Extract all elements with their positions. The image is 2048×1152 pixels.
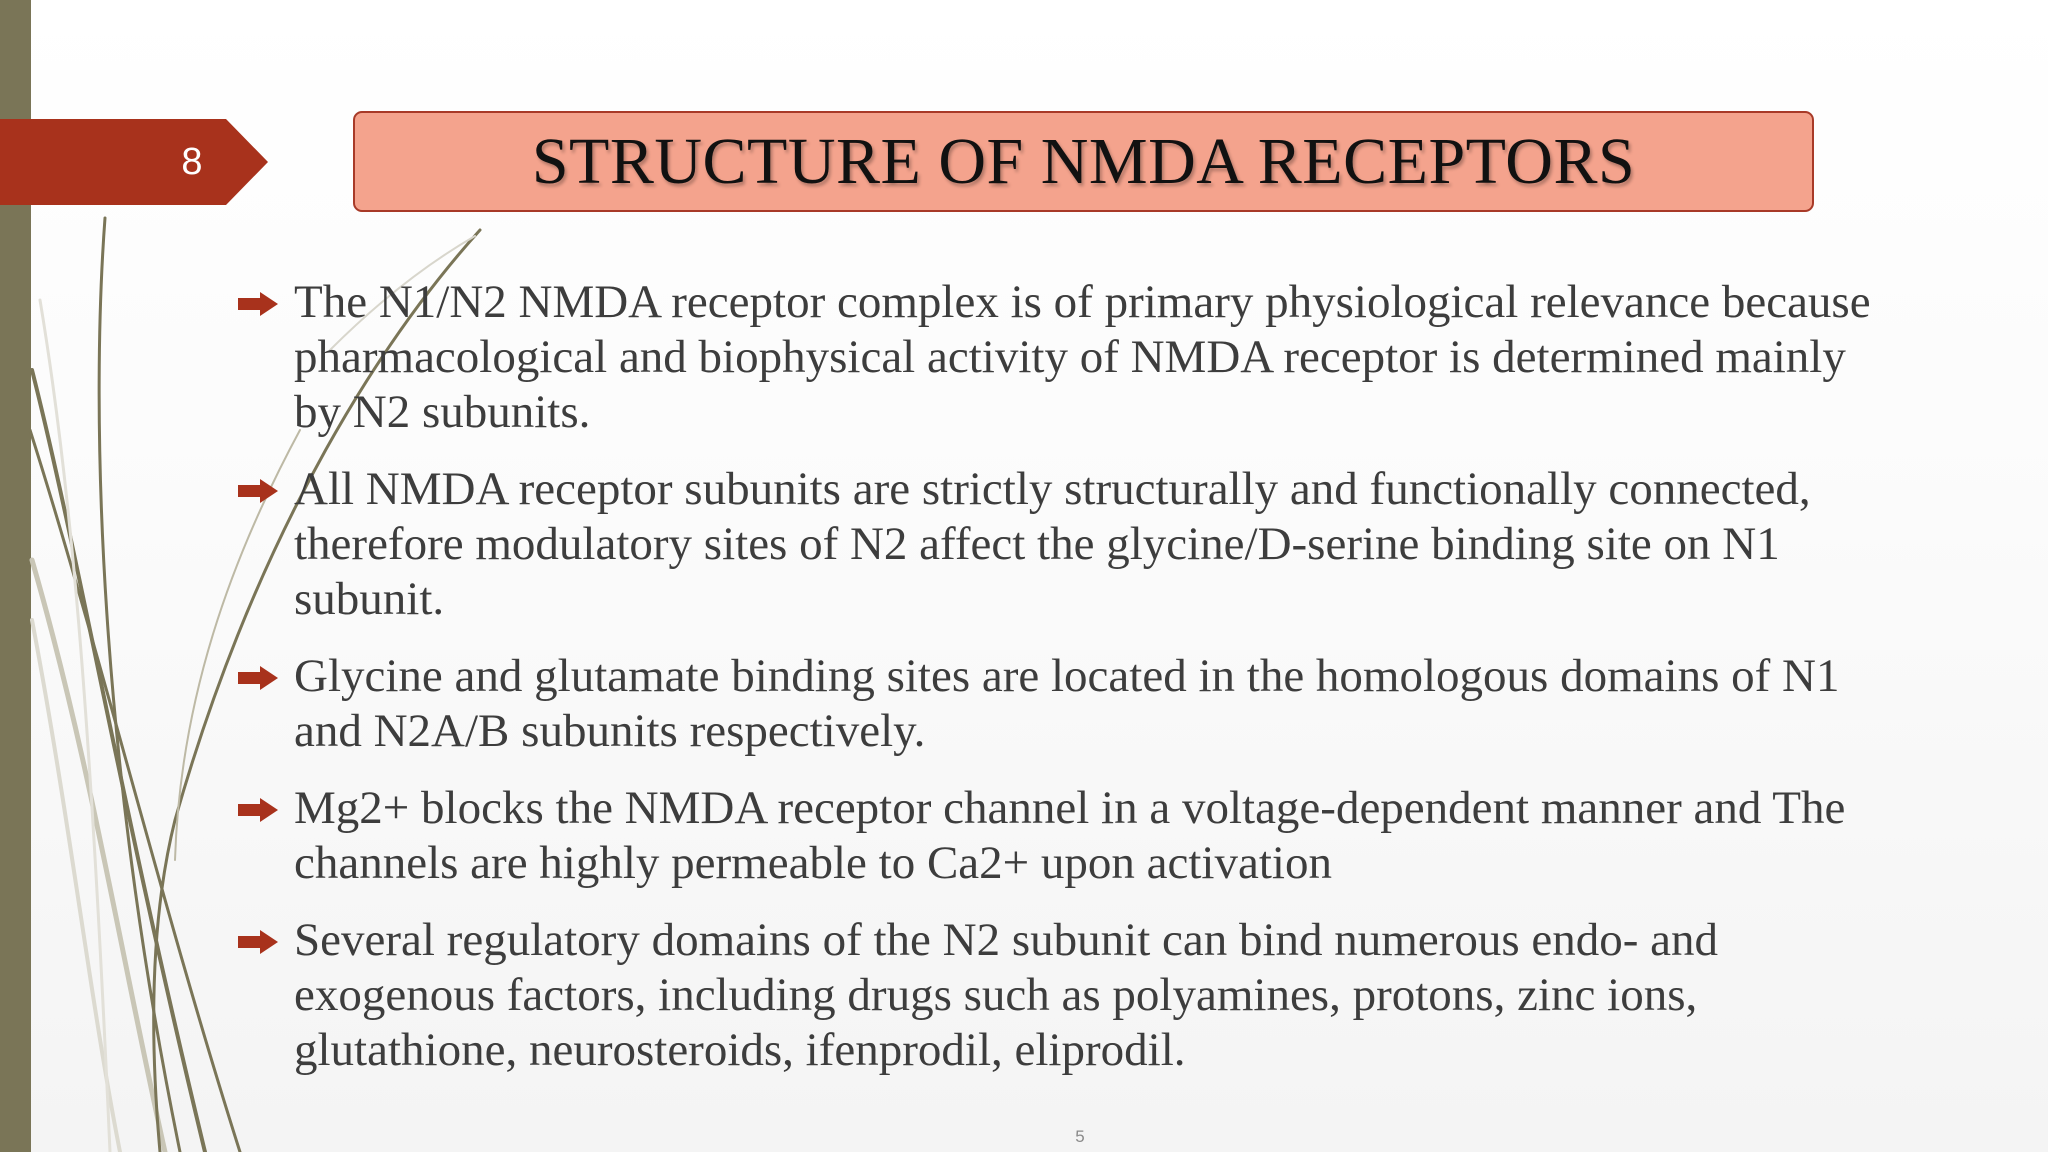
page-footer-number: 5 — [1075, 1127, 1085, 1146]
bullet-text: Mg2+ blocks the NMDA receptor channel in a voltage-dependent manner and The channels are highly permeable to Ca2+ upon activation — [294, 782, 1846, 889]
bullet-text: The N1/N2 NMDA receptor complex is of primary physiological relevance because pharmacological and biophysical activity of NMDA receptor is determined mainly by N2 subunits. — [294, 276, 1871, 438]
bullet-text: All NMDA receptor subunits are strictly structurally and functionally connected, therefore modulatory sites of N2 affect the glycine/D-serine binding site on N1 subunit. — [294, 463, 1811, 625]
bullet-list — [238, 275, 1878, 1100]
arrow-bullet-icon — [238, 930, 278, 954]
arrow-bullet-icon — [238, 292, 278, 316]
title-banner — [353, 111, 1814, 212]
bullet-item — [238, 781, 1878, 891]
slide-number-tab — [0, 119, 268, 205]
arrow-bullet-icon — [238, 798, 278, 822]
arrow-bullet-icon — [238, 666, 278, 690]
bullet-text: Glycine and glutamate binding sites are located in the homologous domains of N1 and N2A/B subunits respectively. — [294, 650, 1840, 757]
bullet-item — [238, 275, 1878, 440]
arrow-bullet-icon — [238, 479, 278, 503]
slide-number: 8 — [181, 141, 203, 183]
bullet-text: Several regulatory domains of the N2 subunit can bind numerous endo- and exogenous factors, including drugs such as polyamines, protons, zinc ions, glutathione, neurosteroids, ifenprodil, eliprodil. — [294, 914, 1719, 1076]
bullet-item — [238, 913, 1878, 1078]
bullet-item — [238, 649, 1878, 759]
slide-title: STRUCTURE OF NMDA RECEPTORS — [531, 124, 1636, 198]
bullet-item — [238, 462, 1878, 627]
